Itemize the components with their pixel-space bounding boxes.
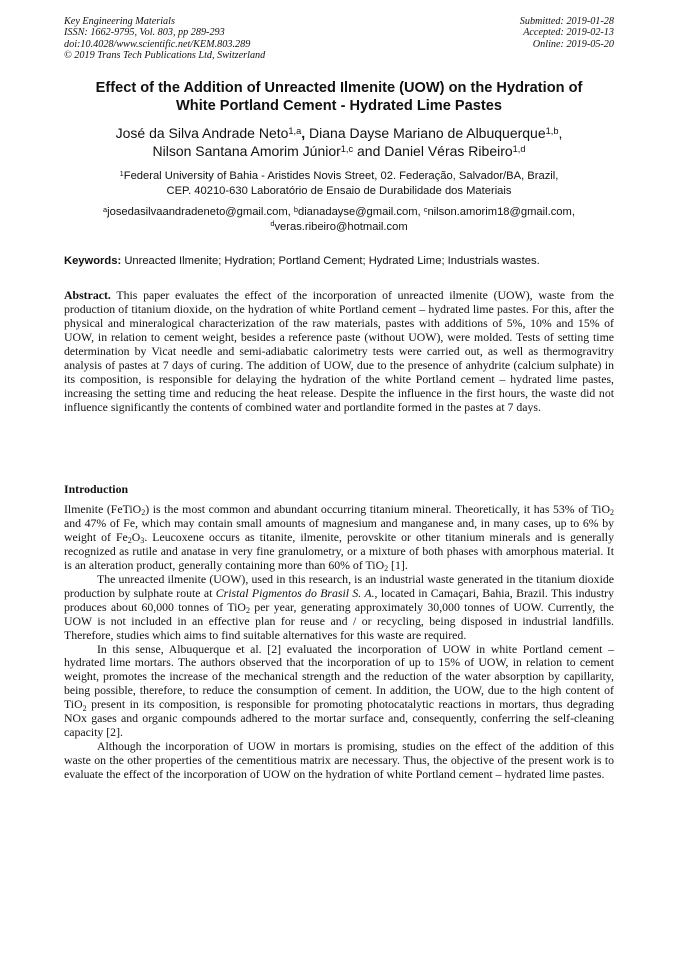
affiliation-sup: 1 — [119, 168, 124, 178]
email-d[interactable] — [270, 221, 407, 233]
intro-p3-sub-1: 2 — [82, 703, 87, 713]
dates-header — [394, 16, 614, 50]
author-3-sup: 1,c — [340, 143, 354, 154]
intro-p2-sub-1: 2 — [245, 606, 250, 616]
intro-p1-sub-1: 2 — [141, 508, 146, 518]
email-c-text: nilson.amorim18@gmail.com, — [427, 206, 575, 218]
section-heading-introduction: Introduction — [64, 482, 129, 496]
email-c-sup: c — [423, 204, 428, 214]
intro-p3-text-2: present in its composition, is responsible for promoting photocatalytic reactions in mortars, thus degrading NOx gases and organic compounds adhered to the mortar surface and, consequently, conferring the self-cleaning capacity [2]. — [64, 697, 614, 740]
email-c[interactable] — [424, 206, 575, 218]
introduction-body — [64, 503, 614, 782]
email-d-sup: d — [270, 219, 275, 229]
title-line-1: Effect of the Addition of Unreacted Ilmenite (UOW) on the Hydration of — [95, 80, 583, 96]
email-line-1 — [64, 205, 614, 220]
intro-p1-text-5: . Leucoxene occurs as titanite, ilmenite, perovskite or other titanium minerals and is generally recognized as rutile and anatase in very fine granulometry, or a mixture of both phases with amorphous material. It is an alteration product, generally containing more than 60% of TiO — [64, 529, 614, 572]
author-2 — [309, 125, 558, 141]
journal-doi: doi:10.4028/www.scientific.net/KEM.803.289 — [64, 38, 251, 50]
affiliation-line-1 — [64, 169, 614, 184]
intro-p1-sub-2: 2 — [609, 508, 614, 518]
intro-p1-sub-4: 3 — [140, 536, 145, 546]
abstract-text: This paper evaluates the effect of the incorporation of unreacted ilmenite (UOW), waste from the production of titanium dioxide, on the hydration of white Portland cement – hydrated lime pastes. For this, after the physical and mineralogical characterization of the raw materials, pastes with additions of 5%, 10% and 15% of UOW, in relation to cement weight, besides a reference paste (without UOW), were molded. Tests of setting time determination by Vicat needle and semi-adiabatic calorimetry tests were carried out, as well as thermogravitry analysis of pastes at 7 days of curing. The addition of UOW, due to the presence of anhydrite (calcium sulphate) in its composition, is responsible for delaying the hydration of the white Portland cement – hydrated lime pastes, increasing the setting time and reducing the heat release. Despite the influence in the first hours, the waste did not influence significantly the contents of combined water and portlandite formed in the pastes at 7 days. — [64, 288, 614, 414]
keywords — [64, 254, 614, 268]
intro-p1-sub-3: 2 — [127, 536, 132, 546]
intro-p1-text-3: and 47% of Fe, which may contain small amounts of magnesium and manganese and, in many cases, up to 6% by weight of Fe — [64, 515, 614, 544]
intro-p2-company: Cristal Pigmentos do Brasil S. A. — [215, 585, 375, 600]
paper-title — [64, 80, 614, 115]
author-and: and — [357, 143, 381, 159]
email-a-text: josedasilvaandradeneto@gmail.com, — [107, 206, 291, 218]
accepted-date: Accepted: 2019-02-13 — [523, 27, 614, 39]
email-d-text: veras.ribeiro@hotmail.com — [274, 220, 408, 233]
abstract — [64, 289, 614, 415]
intro-paragraph-1 — [64, 503, 614, 573]
author-4-sup: 1,d — [512, 143, 526, 154]
intro-p3-text-1: In this sense, Albuquerque et al. [2] evaluated the incorporation of UOW in white Portland cement – hydrated lime mortars. The authors observed that the incorporation of up to 15% of UOW, in relation to cement weight, promotes the increase of the mechanical strength and the reduction of the water absorption by capillarity, being possible, therefore, to reduce the consumption of cement. In addition, the UOW, due to the high content of TiO — [64, 641, 614, 712]
intro-p1-text-6: [1]. — [388, 557, 408, 572]
keywords-label: Keywords: — [64, 255, 122, 267]
journal-header — [64, 16, 384, 62]
author-list — [64, 124, 614, 160]
intro-p2-text-2: , located in Camaçari, Bahia, Brazil. This industry produces about 60,000 tonnes of TiO — [64, 585, 614, 614]
author-separator: , — [301, 125, 306, 141]
author-2-sup: 1,b — [545, 125, 559, 136]
author-1-sup: 1,a — [288, 125, 302, 136]
author-line-1 — [64, 124, 614, 142]
email-b-sup: b — [293, 204, 298, 214]
author-3-name: Nilson Santana Amorim Júnior — [152, 143, 341, 159]
intro-p1-text-1: Ilmenite (FeTiO — [64, 502, 142, 516]
author-1 — [116, 125, 302, 141]
intro-p1-text-2: ) is the most common and abundant occurring titanium mineral. Theoretically, it has 53% of TiO — [145, 502, 610, 516]
email-a[interactable] — [103, 206, 291, 218]
journal-copyright: © 2019 Trans Tech Publications Ltd, Switzerland — [64, 50, 266, 62]
author-4-name: Daniel Véras Ribeiro — [384, 143, 513, 159]
affiliation — [64, 169, 614, 198]
author-separator: , — [558, 125, 563, 141]
email-list — [64, 205, 614, 234]
intro-paragraph-4 — [64, 740, 614, 782]
intro-paragraph-3 — [64, 643, 614, 741]
intro-paragraph-2 — [64, 573, 614, 643]
author-line-2 — [64, 142, 614, 160]
title-line-2: White Portland Cement - Hydrated Lime Pastes — [176, 97, 502, 114]
author-3 — [152, 143, 353, 159]
author-1-name: José da Silva Andrade Neto — [115, 125, 289, 141]
intro-p2-text-1: The unreacted ilmenite (UOW), used in this research, is an industrial waste generated in the titanium dioxide production by sulphate route at — [64, 571, 614, 600]
email-b-text: dianadayse@gmail.com, — [297, 206, 421, 218]
email-b[interactable] — [294, 206, 421, 218]
keywords-text: Unreacted Ilmenite; Hydration; Portland Cement; Hydrated Lime; Industrials wastes. — [124, 255, 540, 267]
intro-p2-text-3: per year, generating approximately 30,000 tonnes of UOW. Currently, the UOW is not included in an effective plan for reuse and / or recycling, being disposed in industrial landfills. Therefore, studies which aims to find suitable alternatives for this waste are required. — [64, 599, 615, 642]
affiliation-line-2: CEP. 40210-630 Laboratório de Ensaio de Durabilidade dos Materiais — [166, 184, 512, 197]
online-date: Online: 2019-05-20 — [532, 38, 614, 50]
intro-p1-sub-5: 2 — [384, 564, 389, 574]
abstract-label: Abstract. — [64, 288, 111, 302]
submitted-date: Submitted: 2019-01-28 — [519, 16, 614, 27]
email-a-sup: a — [103, 204, 108, 214]
author-4 — [384, 143, 525, 159]
affiliation-line-1-text: Federal University of Bahia - Aristides Novis Street, 02. Federação, Salvador/BA, Brazil, — [123, 170, 559, 182]
email-line-2 — [64, 220, 614, 235]
intro-p4-text-1: Although the incorporation of UOW in mortars is promising, studies on the effect of the addition of this waste on the other properties of the cementitious matrix are necessary. Thus, the objective of the present work is to evaluate the effect of the incorporation of UOW on the hydration of white Portland cement – hydrated lime pastes. — [64, 739, 614, 782]
intro-p1-text-4: O — [131, 529, 141, 544]
journal-issn: ISSN: 1662-9795, Vol. 803, pp 289-293 — [64, 27, 225, 39]
author-2-name: Diana Dayse Mariano de Albuquerque — [309, 125, 546, 141]
journal-name: Key Engineering Materials — [64, 16, 175, 27]
